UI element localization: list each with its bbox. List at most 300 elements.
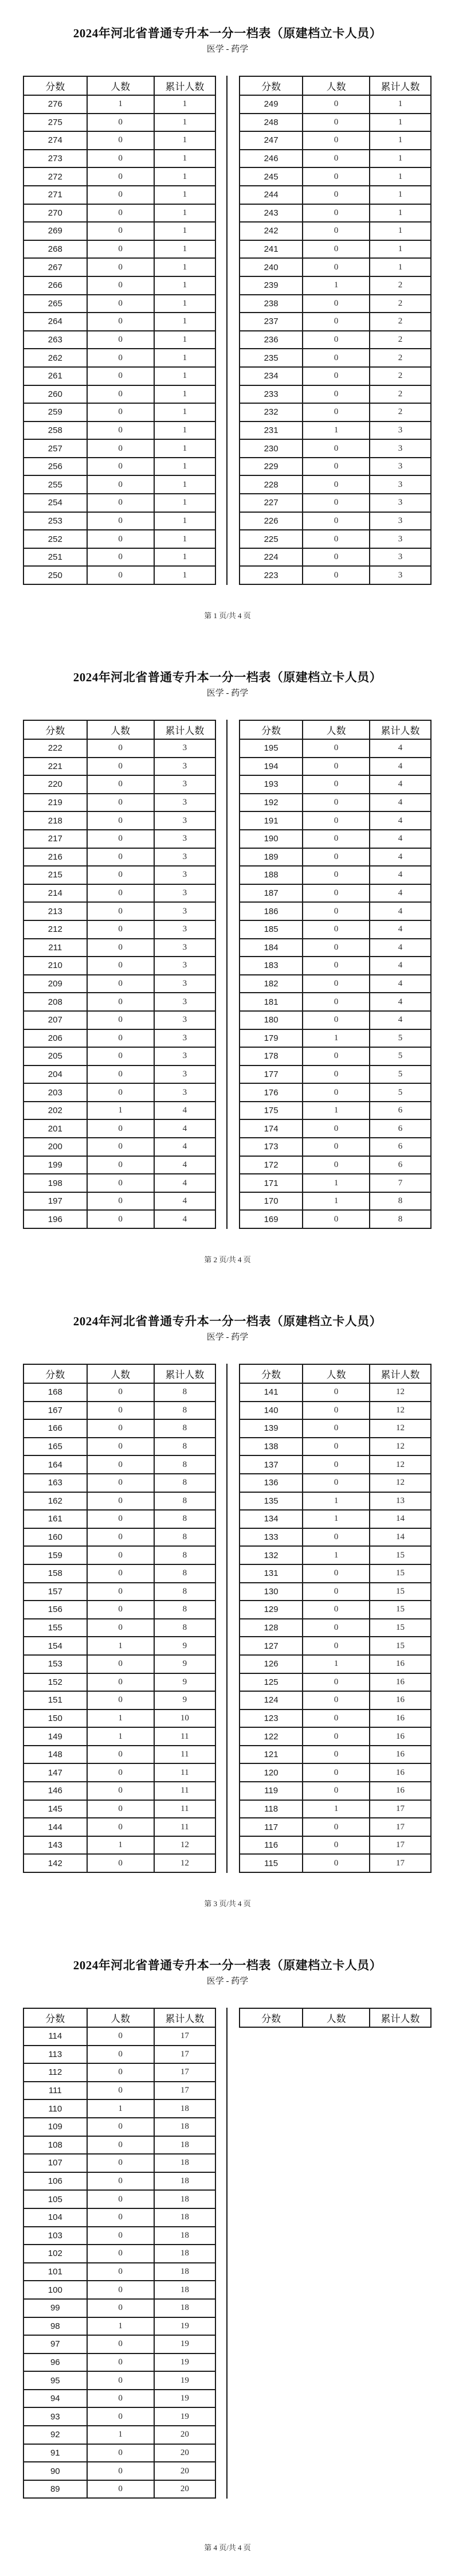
score-cell: 133 [240, 1528, 303, 1547]
score-cell: 169 [240, 1210, 303, 1228]
table-row [240, 1455, 431, 1474]
table-row [240, 1210, 431, 1228]
cumulative-cell: 12 [370, 1474, 431, 1492]
score-cell: 203 [23, 1083, 87, 1102]
table-row [23, 475, 215, 494]
cumulative-cell: 15 [370, 1583, 431, 1601]
score-cell: 164 [23, 1455, 87, 1474]
score-cell: 130 [240, 1583, 303, 1601]
cumulative-cell: 1 [154, 167, 215, 186]
header-row [240, 1364, 431, 1383]
table-row [23, 1065, 215, 1084]
cumulative-cell: 1 [154, 421, 215, 440]
count-cell: 0 [87, 2281, 154, 2299]
cumulative-cell: 1 [154, 240, 215, 259]
score-cell: 193 [240, 775, 303, 794]
cumulative-cell: 8 [154, 1438, 215, 1456]
score-cell: 225 [240, 530, 303, 548]
table-row [240, 367, 431, 385]
score-table-left [23, 2008, 216, 2499]
count-cell: 0 [303, 920, 370, 939]
count-cell: 1 [87, 1836, 154, 1855]
cumulative-cell: 2 [370, 403, 431, 421]
count-cell: 0 [87, 2480, 154, 2499]
score-cell: 227 [240, 494, 303, 512]
count-cell: 1 [87, 2426, 154, 2444]
col-header-score: 分数 [23, 76, 87, 95]
cumulative-cell: 20 [154, 2426, 215, 2444]
count-cell: 0 [87, 1455, 154, 1474]
count-cell: 0 [87, 403, 154, 421]
cumulative-cell: 11 [154, 1763, 215, 1782]
count-cell: 0 [303, 95, 370, 114]
score-cell: 104 [23, 2208, 87, 2227]
score-cell: 188 [240, 866, 303, 884]
count-cell: 0 [87, 1492, 154, 1511]
count-cell: 0 [87, 2390, 154, 2408]
cumulative-cell: 16 [370, 1655, 431, 1673]
cumulative-cell: 3 [154, 758, 215, 776]
table-row [23, 758, 215, 776]
table-row [23, 884, 215, 903]
count-cell: 0 [87, 2299, 154, 2317]
table-row [23, 1818, 215, 1836]
table-row [23, 920, 215, 939]
cumulative-cell: 18 [154, 2190, 215, 2208]
table-row [240, 150, 431, 168]
table-row [240, 1438, 431, 1456]
cumulative-cell: 19 [154, 2353, 215, 2372]
score-cell: 232 [240, 403, 303, 421]
count-cell: 1 [87, 1727, 154, 1746]
table-row [23, 385, 215, 404]
table-row [240, 1174, 431, 1192]
count-cell: 0 [87, 2245, 154, 2263]
score-cell: 163 [23, 1474, 87, 1492]
count-cell: 0 [87, 204, 154, 223]
count-cell: 1 [303, 421, 370, 440]
count-cell: 0 [87, 2082, 154, 2100]
table-row [23, 2407, 215, 2426]
count-cell: 0 [87, 758, 154, 776]
count-cell: 0 [303, 512, 370, 530]
score-cell: 138 [240, 1438, 303, 1456]
count-cell: 0 [87, 1402, 154, 1420]
score-cell: 98 [23, 2317, 87, 2336]
table-row [240, 1419, 431, 1438]
score-cell: 264 [23, 313, 87, 331]
count-cell: 0 [87, 794, 154, 812]
table-row [240, 331, 431, 349]
score-cell: 140 [240, 1402, 303, 1420]
count-cell: 0 [303, 1138, 370, 1156]
count-cell: 0 [303, 150, 370, 168]
count-cell: 0 [303, 167, 370, 186]
count-cell: 0 [303, 902, 370, 920]
table-row [23, 367, 215, 385]
table-divider [226, 1364, 227, 1873]
count-cell: 0 [87, 1673, 154, 1692]
cumulative-cell: 2 [370, 367, 431, 385]
count-cell: 0 [303, 349, 370, 367]
score-cell: 168 [23, 1383, 87, 1402]
header-row [23, 720, 215, 739]
table-row [240, 1854, 431, 1872]
table-row [23, 131, 215, 150]
score-cell: 260 [23, 385, 87, 404]
cumulative-cell: 4 [154, 1119, 215, 1138]
table-row [240, 1102, 431, 1120]
score-cell: 242 [240, 222, 303, 240]
score-cell: 228 [240, 475, 303, 494]
cumulative-cell: 8 [154, 1474, 215, 1492]
count-cell: 0 [87, 475, 154, 494]
table-row [240, 848, 431, 867]
score-cell: 127 [240, 1637, 303, 1655]
table-row [240, 1083, 431, 1102]
table-row [23, 1601, 215, 1619]
col-header-count: 人数 [303, 1364, 370, 1383]
count-cell: 0 [87, 1174, 154, 1192]
score-cell: 197 [23, 1192, 87, 1211]
count-cell: 0 [87, 439, 154, 458]
count-cell: 0 [87, 1510, 154, 1528]
cumulative-cell: 13 [370, 1492, 431, 1511]
score-cell: 245 [240, 167, 303, 186]
score-cell: 191 [240, 811, 303, 830]
table-row [240, 866, 431, 884]
score-cell: 122 [240, 1727, 303, 1746]
score-table-left [23, 720, 216, 1229]
table-row [23, 975, 215, 993]
cumulative-cell: 3 [154, 775, 215, 794]
cumulative-cell: 15 [370, 1619, 431, 1637]
count-cell: 0 [303, 114, 370, 132]
score-cell: 257 [23, 439, 87, 458]
cumulative-cell: 1 [154, 494, 215, 512]
count-cell: 0 [87, 295, 154, 313]
count-cell: 0 [303, 1011, 370, 1029]
count-cell: 0 [87, 512, 154, 530]
cumulative-cell: 17 [154, 2082, 215, 2100]
count-cell: 0 [87, 1138, 154, 1156]
table-row [23, 775, 215, 794]
score-cell: 101 [23, 2263, 87, 2281]
table-row [23, 494, 215, 512]
cumulative-cell: 1 [154, 150, 215, 168]
table-row [240, 1528, 431, 1547]
table-row [240, 993, 431, 1011]
cumulative-cell: 4 [154, 1174, 215, 1192]
table-row [23, 150, 215, 168]
table-row [23, 1800, 215, 1818]
cumulative-cell: 19 [154, 2407, 215, 2426]
table-row [23, 902, 215, 920]
score-cell: 239 [240, 276, 303, 295]
table-row [240, 1782, 431, 1800]
table-row [23, 1119, 215, 1138]
cumulative-cell: 1 [154, 114, 215, 132]
table-row [240, 1601, 431, 1619]
score-cell: 185 [240, 920, 303, 939]
page-number: 第 1 页/共 4 页 [204, 611, 251, 620]
score-cell: 224 [240, 548, 303, 567]
score-cell: 253 [23, 512, 87, 530]
cumulative-cell: 8 [370, 1210, 431, 1228]
count-cell: 0 [303, 313, 370, 331]
count-cell: 0 [87, 1800, 154, 1818]
cumulative-cell: 1 [370, 204, 431, 223]
cumulative-cell: 15 [370, 1564, 431, 1583]
cumulative-cell: 4 [154, 1210, 215, 1228]
score-cell: 93 [23, 2407, 87, 2426]
count-cell: 0 [87, 1065, 154, 1084]
cumulative-cell: 8 [154, 1619, 215, 1637]
cumulative-cell: 1 [154, 276, 215, 295]
count-cell: 0 [303, 739, 370, 758]
count-cell: 0 [87, 1029, 154, 1048]
table-row [240, 902, 431, 920]
cumulative-cell: 3 [370, 458, 431, 476]
count-cell: 0 [87, 566, 154, 584]
count-cell: 0 [87, 848, 154, 867]
count-cell: 0 [87, 331, 154, 349]
count-cell: 1 [87, 2317, 154, 2336]
score-cell: 113 [23, 2046, 87, 2064]
score-cell: 170 [240, 1192, 303, 1211]
count-cell: 0 [303, 1419, 370, 1438]
page-subtitle: 医学 - 药学 [206, 1977, 249, 1986]
score-cell: 271 [23, 186, 87, 204]
cumulative-cell: 16 [370, 1763, 431, 1782]
score-cell: 106 [23, 2172, 87, 2191]
count-cell: 0 [303, 1474, 370, 1492]
count-cell: 0 [303, 1047, 370, 1065]
table-row [240, 204, 431, 223]
score-cell: 115 [240, 1854, 303, 1872]
table-row [23, 1102, 215, 1120]
score-cell: 249 [240, 95, 303, 114]
count-cell: 0 [87, 2208, 154, 2227]
table-row [23, 1047, 215, 1065]
count-cell: 0 [87, 458, 154, 476]
score-cell: 103 [23, 2227, 87, 2245]
cumulative-cell: 9 [154, 1637, 215, 1655]
cumulative-cell: 4 [370, 993, 431, 1011]
table-row [240, 186, 431, 204]
table-row [240, 1619, 431, 1637]
score-cell: 207 [23, 1011, 87, 1029]
score-cell: 201 [23, 1119, 87, 1138]
cumulative-cell: 12 [370, 1419, 431, 1438]
cumulative-cell: 20 [154, 2444, 215, 2462]
score-cell: 262 [23, 349, 87, 367]
count-cell: 0 [303, 848, 370, 867]
count-cell: 0 [87, 2136, 154, 2155]
count-cell: 0 [87, 775, 154, 794]
score-cell: 173 [240, 1138, 303, 1156]
count-cell: 0 [87, 2263, 154, 2281]
col-header-cumulative: 累计人数 [370, 76, 431, 95]
table-row [23, 1619, 215, 1637]
count-cell: 0 [87, 1156, 154, 1174]
count-cell: 1 [87, 1709, 154, 1728]
table-row [240, 1192, 431, 1211]
cumulative-cell: 4 [370, 1011, 431, 1029]
count-cell: 0 [87, 1528, 154, 1547]
count-cell: 0 [87, 2046, 154, 2064]
score-cell: 179 [240, 1029, 303, 1048]
table-row [240, 775, 431, 794]
cumulative-cell: 8 [154, 1402, 215, 1420]
table-row [240, 1583, 431, 1601]
score-cell: 183 [240, 957, 303, 975]
table-row [240, 1709, 431, 1728]
table-row [23, 2390, 215, 2408]
table-row [240, 439, 431, 458]
score-cell: 118 [240, 1800, 303, 1818]
count-cell: 0 [303, 385, 370, 404]
cumulative-cell: 1 [154, 475, 215, 494]
score-cell: 186 [240, 902, 303, 920]
count-cell: 0 [87, 150, 154, 168]
page-number: 第 3 页/共 4 页 [204, 1899, 251, 1908]
cumulative-cell: 15 [370, 1546, 431, 1564]
score-cell: 215 [23, 866, 87, 884]
score-cell: 134 [240, 1510, 303, 1528]
count-cell: 0 [303, 458, 370, 476]
cumulative-cell: 3 [154, 1011, 215, 1029]
cumulative-cell: 5 [370, 1047, 431, 1065]
score-cell: 100 [23, 2281, 87, 2299]
cumulative-cell: 8 [154, 1601, 215, 1619]
col-header-cumulative: 累计人数 [370, 720, 431, 739]
count-cell: 0 [87, 1083, 154, 1102]
count-cell: 1 [303, 1655, 370, 1673]
col-header-count: 人数 [87, 720, 154, 739]
count-cell: 0 [303, 775, 370, 794]
cumulative-cell: 3 [154, 811, 215, 830]
cumulative-cell: 1 [154, 458, 215, 476]
col-header-score: 分数 [23, 720, 87, 739]
table-row [23, 2118, 215, 2136]
table-row [23, 95, 215, 114]
score-cell: 248 [240, 114, 303, 132]
cumulative-cell: 3 [370, 530, 431, 548]
score-cell: 265 [23, 295, 87, 313]
cumulative-cell: 8 [370, 1192, 431, 1211]
table-row [23, 1138, 215, 1156]
count-cell: 0 [87, 884, 154, 903]
score-cell: 218 [23, 811, 87, 830]
cumulative-cell: 4 [154, 1156, 215, 1174]
count-cell: 1 [303, 1546, 370, 1564]
page-number: 第 4 页/共 4 页 [204, 2543, 251, 2552]
cumulative-cell: 4 [370, 758, 431, 776]
table-row [240, 1510, 431, 1528]
count-cell: 0 [87, 1746, 154, 1764]
header-row [23, 2008, 215, 2027]
score-cell: 243 [240, 204, 303, 223]
count-cell: 1 [303, 1102, 370, 1120]
count-cell: 0 [303, 811, 370, 830]
cumulative-cell: 20 [154, 2480, 215, 2499]
score-cell: 172 [240, 1156, 303, 1174]
table-row [23, 186, 215, 204]
score-cell: 209 [23, 975, 87, 993]
table-divider [226, 720, 227, 1229]
count-cell: 0 [303, 866, 370, 884]
cumulative-cell: 1 [154, 512, 215, 530]
count-cell: 1 [87, 1637, 154, 1655]
table-row [23, 548, 215, 567]
count-cell: 0 [87, 2154, 154, 2172]
table-row [23, 167, 215, 186]
cumulative-cell: 1 [154, 313, 215, 331]
cumulative-cell: 18 [154, 2227, 215, 2245]
score-cell: 233 [240, 385, 303, 404]
table-row [240, 1138, 431, 1156]
count-cell: 0 [303, 530, 370, 548]
count-cell: 0 [303, 1727, 370, 1746]
table-row [23, 349, 215, 367]
cumulative-cell: 3 [154, 1029, 215, 1048]
cumulative-cell: 1 [370, 258, 431, 276]
score-cell: 247 [240, 131, 303, 150]
count-cell: 0 [303, 975, 370, 993]
cumulative-cell: 4 [370, 775, 431, 794]
score-cell: 158 [23, 1564, 87, 1583]
cumulative-cell: 19 [154, 2317, 215, 2336]
score-cell: 254 [23, 494, 87, 512]
cumulative-cell: 19 [154, 2371, 215, 2390]
count-cell: 0 [87, 1383, 154, 1402]
count-cell: 0 [87, 830, 154, 848]
cumulative-cell: 4 [370, 920, 431, 939]
count-cell: 0 [87, 1782, 154, 1800]
score-cell: 114 [23, 2027, 87, 2046]
count-cell: 1 [303, 1174, 370, 1192]
table-row [23, 439, 215, 458]
score-cell: 234 [240, 367, 303, 385]
score-cell: 252 [23, 530, 87, 548]
table-row [23, 258, 215, 276]
cumulative-cell: 2 [370, 331, 431, 349]
cumulative-cell: 12 [154, 1836, 215, 1855]
score-cell: 237 [240, 313, 303, 331]
cumulative-cell: 3 [154, 884, 215, 903]
score-cell: 116 [240, 1836, 303, 1855]
score-cell: 184 [240, 939, 303, 957]
score-cell: 255 [23, 475, 87, 494]
table-row [23, 2227, 215, 2245]
count-cell: 0 [87, 902, 154, 920]
table-row [240, 1119, 431, 1138]
col-header-count: 人数 [303, 720, 370, 739]
cumulative-cell: 3 [370, 548, 431, 567]
score-cell: 229 [240, 458, 303, 476]
cumulative-cell: 15 [370, 1601, 431, 1619]
table-row [240, 475, 431, 494]
count-cell: 0 [87, 1210, 154, 1228]
page-4 [0, 1932, 455, 2576]
cumulative-cell: 18 [154, 2208, 215, 2227]
count-cell: 0 [303, 1763, 370, 1782]
score-cell: 157 [23, 1583, 87, 1601]
col-header-cumulative: 累计人数 [154, 76, 215, 95]
score-cell: 208 [23, 993, 87, 1011]
table-row [240, 1673, 431, 1692]
